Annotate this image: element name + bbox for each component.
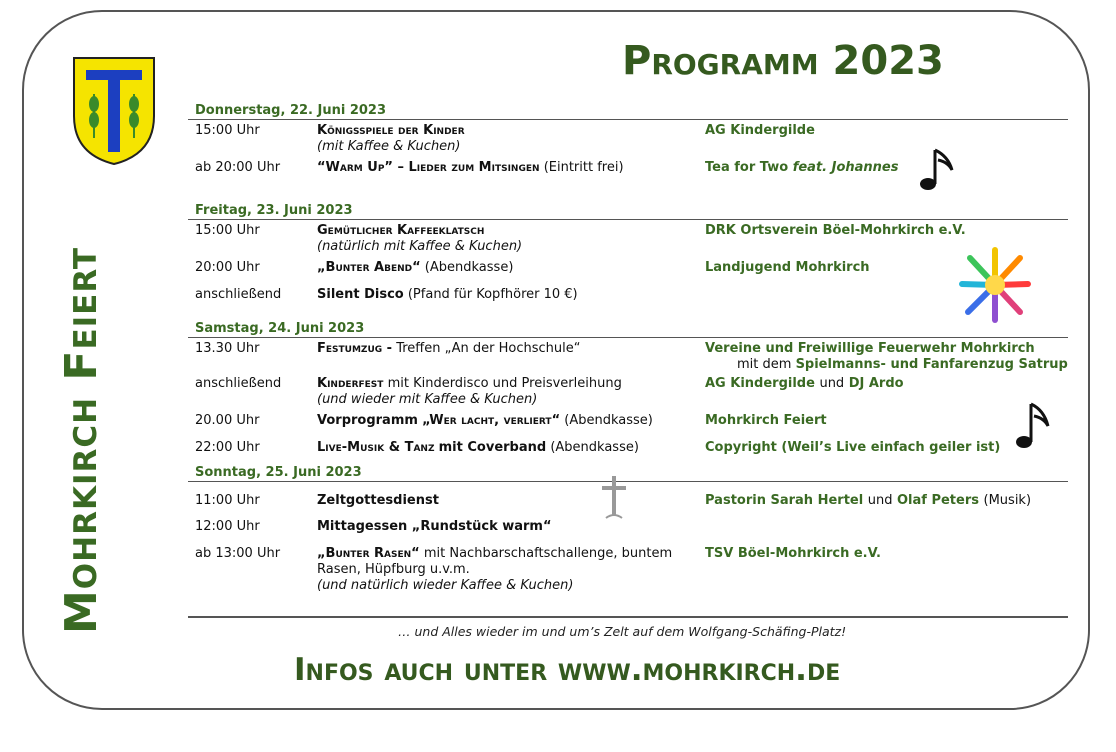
organizer: Mohrkirch Feiert (705, 413, 827, 428)
day-heading: Freitag, 23. Juni 2023 (188, 202, 1068, 220)
page-title: Programm 2023 (622, 38, 944, 84)
footnote: … und Alles wieder im und um’s Zelt auf dem Wolfgang-Schäfing-Platz! (398, 624, 847, 639)
organizer: Copyright (Weil’s Live einfach geiler ist) (705, 440, 1001, 455)
event: Kinderfest mit Kinderdisco und Preisverleihung (und wieder mit Kaffee & Kuchen) (317, 376, 622, 407)
music-note-icon (1014, 398, 1054, 452)
time: 22:00 Uhr (195, 440, 260, 455)
side-title: Mohrkirch Feiert (56, 247, 107, 634)
day-heading: Samstag, 24. Juni 2023 (188, 320, 1068, 338)
organizer: Landjugend Mohrkirch (705, 260, 870, 275)
day-friday (188, 202, 1068, 302)
time: 20.00 Uhr (195, 413, 260, 428)
event: “Warm Up” – Lieder zum Mitsingen (Eintritt frei) (317, 160, 624, 175)
time: 20:00 Uhr (195, 260, 260, 275)
color-burst-icon (958, 246, 1032, 324)
time: 15:00 Uhr (195, 223, 260, 238)
website-footer: Infos auch unter www.mohrkirch.de (294, 652, 841, 688)
time: 12:00 Uhr (195, 519, 260, 534)
cross-icon (600, 474, 628, 520)
organizer: AG Kindergilde und DJ Ardo (705, 376, 904, 391)
day-thursday (188, 102, 1068, 175)
time: anschließend (195, 287, 282, 302)
time: ab 13:00 Uhr (195, 546, 281, 561)
organizer: Pastorin Sarah Hertel und Olaf Peters (Musik) (705, 493, 1032, 508)
time: 13.30 Uhr (195, 341, 260, 356)
day-saturday (188, 320, 1068, 455)
time: ab 20:00 Uhr (195, 160, 281, 175)
event: Silent Disco (Pfand für Kopfhörer 10 €) (317, 287, 578, 302)
organizer: AG Kindergilde (705, 123, 815, 138)
organizer: DRK Ortsverein Böel-Mohrkirch e.V. (705, 223, 966, 238)
event: Mittagessen „Rundstück warm“ (317, 519, 552, 534)
organizer: Tea for Two feat. Johannes (705, 160, 899, 175)
event: „Bunter Abend“ (Abendkasse) (317, 260, 514, 275)
event: Gemütlicher Kaffeeklatsch (natürlich mit Kaffee & Kuchen) (317, 223, 523, 254)
event: Vorprogramm „Wer lacht, verliert“ (Abendkasse) (317, 413, 653, 428)
day-heading: Donnerstag, 22. Juni 2023 (188, 102, 1068, 120)
music-note-icon (918, 144, 958, 194)
time: 15:00 Uhr (195, 123, 260, 138)
time: anschließend (195, 376, 282, 391)
coat-of-arms-icon (72, 56, 156, 166)
day-sunday (188, 464, 1068, 593)
organizer: TSV Böel-Mohrkirch e.V. (705, 546, 881, 561)
event: „Bunter Rasen“ mit Nachbarschaftschallenge, buntem Rasen, Hüpfburg u.v.m. (und natürlich wieder Kaffee & Kuchen) (317, 546, 673, 593)
event: Festumzug - Treffen „An der Hochschule“ (317, 341, 581, 356)
day-heading: Sonntag, 25. Juni 2023 (188, 464, 1068, 482)
time: 11:00 Uhr (195, 493, 260, 508)
organizer: Vereine und Freiwillige Feuerwehr Mohrkirch mit dem Spielmanns- und Fanfarenzug Satrup (705, 341, 1068, 372)
divider (188, 616, 1068, 618)
event: Königsspiele der Kinder (mit Kaffee & Kuchen) (317, 123, 465, 154)
event: Zeltgottesdienst (317, 493, 439, 508)
event: Live-Musik & Tanz mit Coverband (Abendkasse) (317, 440, 639, 455)
